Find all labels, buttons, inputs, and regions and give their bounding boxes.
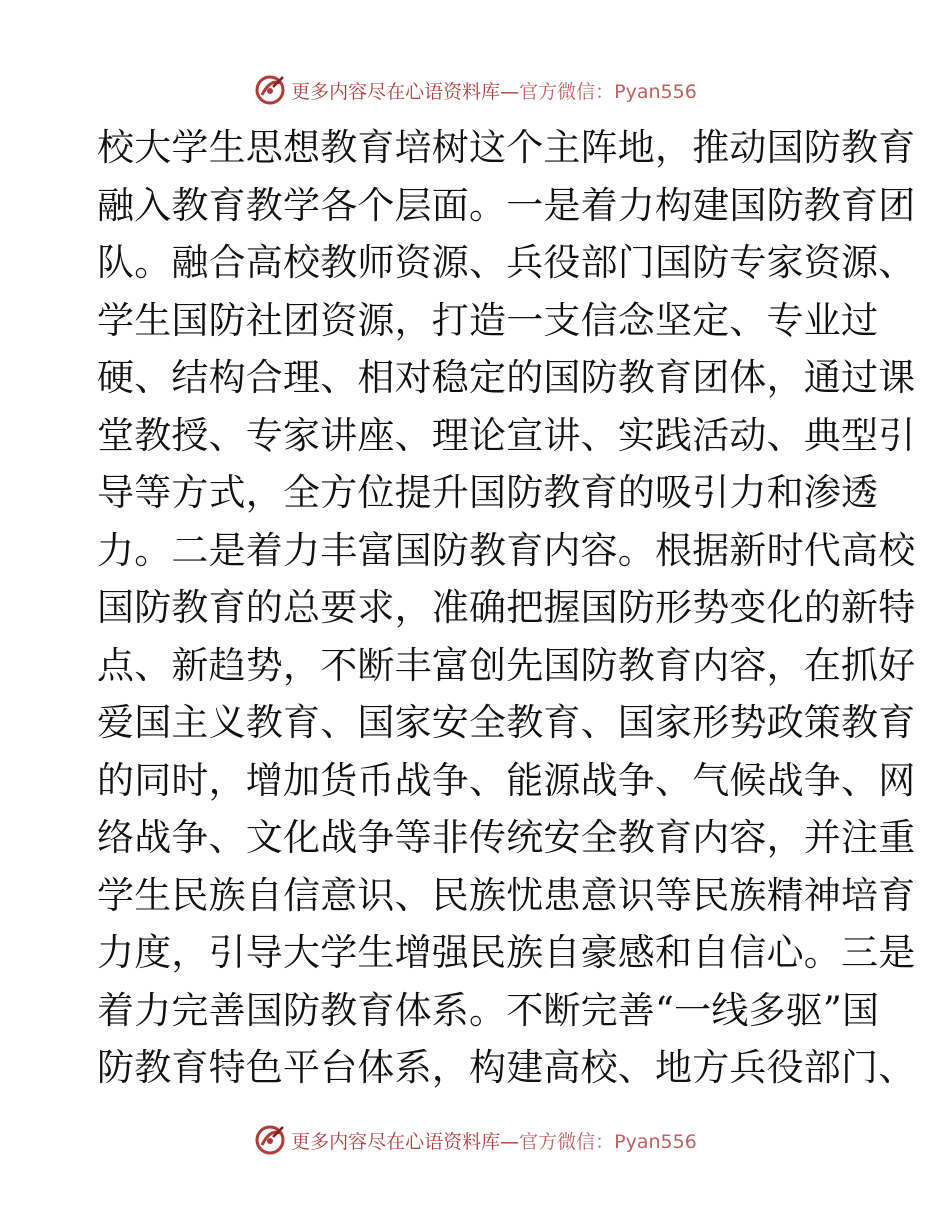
body-line: 硬、结构合理、相对稳定的国防教育团体，通过课 [97, 356, 916, 399]
body-line: 爱国主义教育、国家安全教育、国家形势政策教育 [97, 701, 916, 744]
footer-banner [0, 1120, 950, 1160]
body-line: 学生国防社团资源，打造一支信念坚定、专业过 [97, 298, 879, 342]
banner-wechat: 官方微信：Pyan556 [519, 80, 697, 103]
body-line: 国防教育的总要求，准确把握国防形势变化的新特 [97, 586, 916, 629]
body-line: 学生民族自信意识、民族忧患意识等民族精神培育 [97, 873, 916, 917]
body-line: 力度，引导大学生增强民族自豪感和自信心。三是 [97, 931, 916, 974]
body-line: 队。融合高校教师资源、兵役部门国防专家资源、 [97, 241, 916, 284]
document-body [97, 119, 916, 1097]
body-line: 的同时，增加货币战争、能源战争、气候战争、网 [97, 758, 916, 802]
header-banner [0, 70, 950, 110]
banner-slogan: 更多内容尽在心语资料库— [291, 80, 520, 103]
body-line: 络战争、文化战争等非传统安全教育内容，并注重 [97, 816, 916, 859]
body-line: 着力完善国防教育体系。不断完善“一线多驱”国 [97, 988, 880, 1032]
body-line: 点、新趋势，不断丰富创先国防教育内容，在抓好 [97, 643, 916, 687]
banner-slogan: 更多内容尽在心语资料库— [291, 1130, 520, 1153]
body-line: 堂教授、专家讲座、理论宣讲、实践活动、典型引 [97, 413, 916, 457]
body-line: 防教育特色平台体系，构建高校、地方兵役部门、 [97, 1046, 916, 1089]
body-line: 融入教育教学各个层面。一是着力构建国防教育团 [97, 183, 916, 227]
brand-logo-icon [253, 73, 287, 107]
banner-wechat: 官方微信：Pyan556 [519, 1130, 697, 1153]
brand-logo-icon [253, 1123, 287, 1157]
body-line: 校大学生思想教育培树这个主阵地，推动国防教育 [97, 126, 916, 169]
body-line: 导等方式，全方位提升国防教育的吸引力和渗透 [97, 471, 879, 514]
body-line: 力。二是着力丰富国防教育内容。根据新时代高校 [97, 528, 916, 572]
